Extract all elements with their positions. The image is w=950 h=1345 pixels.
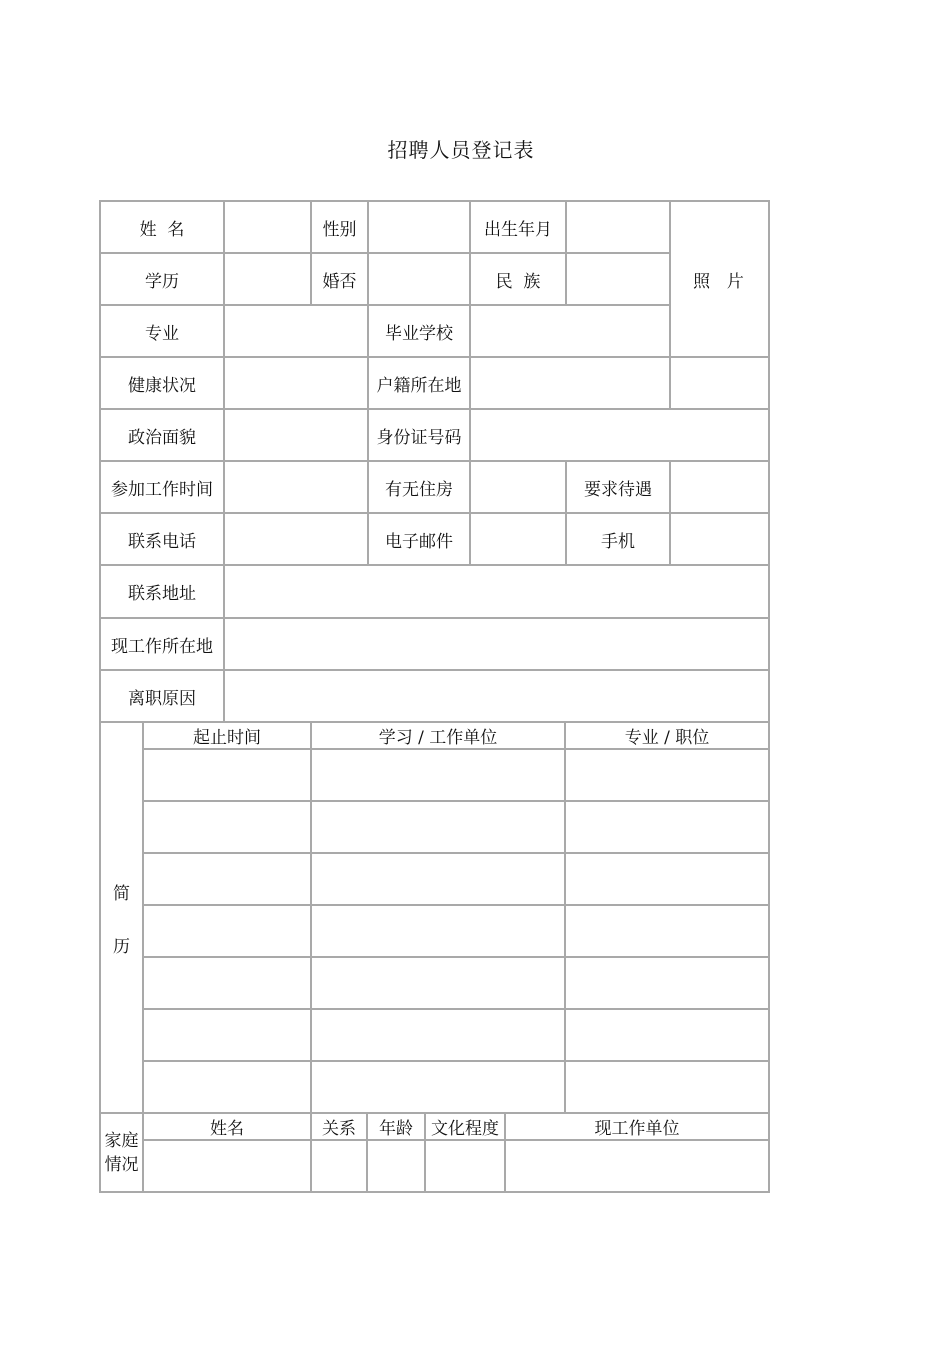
resume-header-period: 起止时间: [143, 722, 311, 749]
politics-label: 政治面貌: [100, 409, 224, 461]
resume-label-char-2: 历: [113, 936, 130, 957]
family-relation-field[interactable]: [311, 1140, 367, 1192]
mobile-field[interactable]: [670, 513, 769, 565]
married-field[interactable]: [368, 253, 470, 305]
work-start-label: 参加工作时间: [100, 461, 224, 513]
politics-field[interactable]: [224, 409, 368, 461]
school-label: 毕业学校: [368, 305, 470, 357]
major-field[interactable]: [224, 305, 368, 357]
resume-org-field[interactable]: [311, 749, 565, 801]
family-header-age: 年龄: [367, 1113, 425, 1140]
leave-reason-field[interactable]: [224, 670, 769, 722]
email-field[interactable]: [470, 513, 566, 565]
resume-row: [100, 1061, 769, 1113]
resume-header-org: 学习 / 工作单位: [311, 722, 565, 749]
resume-row: [100, 957, 769, 1009]
family-name-field[interactable]: [143, 1140, 311, 1192]
resume-label-char-1: 简: [113, 883, 130, 904]
resume-org-field[interactable]: [311, 853, 565, 905]
resume-row: [100, 749, 769, 801]
hukou-label: 户籍所在地: [368, 357, 470, 409]
family-age-field[interactable]: [367, 1140, 425, 1192]
resume-position-field[interactable]: [565, 905, 769, 957]
resume-period-field[interactable]: [143, 853, 311, 905]
family-label-line: 家庭: [104, 1130, 139, 1151]
resume-position-field[interactable]: [565, 801, 769, 853]
resume-org-field[interactable]: [311, 1009, 565, 1061]
work-location-label: 现工作所在地: [100, 618, 224, 670]
major-label: 专业: [100, 305, 224, 357]
resume-period-field[interactable]: [143, 749, 311, 801]
health-label: 健康状况: [100, 357, 224, 409]
housing-label: 有无住房: [368, 461, 470, 513]
name-label: 姓 名: [100, 201, 224, 253]
leave-reason-label: 离职原因: [100, 670, 224, 722]
resume-period-field[interactable]: [143, 957, 311, 1009]
resume-position-field[interactable]: [565, 1061, 769, 1113]
resume-position-field[interactable]: [565, 1009, 769, 1061]
birth-field[interactable]: [566, 201, 670, 253]
photo-box[interactable]: 照 片: [670, 201, 769, 357]
resume-period-field[interactable]: [143, 1061, 311, 1113]
form-title: 招聘人员登记表: [387, 138, 535, 162]
registration-form: [99, 200, 768, 1193]
family-label-line: 情况: [104, 1154, 139, 1175]
resume-org-field[interactable]: [311, 1061, 565, 1113]
family-row: [100, 1140, 769, 1192]
resume-period-field[interactable]: [143, 905, 311, 957]
basic-info-table: [99, 200, 770, 723]
resume-header-position: 专业 / 职位: [565, 722, 769, 749]
ethnicity-field[interactable]: [566, 253, 670, 305]
family-header-name: 姓名: [143, 1113, 311, 1140]
phone-field[interactable]: [224, 513, 368, 565]
family-education-field[interactable]: [425, 1140, 505, 1192]
resume-row: [100, 853, 769, 905]
family-header-education: 文化程度: [425, 1113, 505, 1140]
gender-field[interactable]: [368, 201, 470, 253]
resume-period-field[interactable]: [143, 1009, 311, 1061]
resume-position-field[interactable]: [565, 749, 769, 801]
family-header-relation: 关系: [311, 1113, 367, 1140]
address-field[interactable]: [224, 565, 769, 618]
resume-row: [100, 801, 769, 853]
resume-row: [100, 905, 769, 957]
address-label: 联系地址: [100, 565, 224, 618]
work-location-field[interactable]: [224, 618, 769, 670]
phone-label: 联系电话: [100, 513, 224, 565]
married-label: 婚否: [311, 253, 368, 305]
resume-label: [100, 722, 143, 1113]
resume-org-field[interactable]: [311, 801, 565, 853]
family-header-employer: 现工作单位: [505, 1113, 769, 1140]
mobile-label: 手机: [566, 513, 670, 565]
resume-org-field[interactable]: [311, 905, 565, 957]
resume-position-field[interactable]: [565, 957, 769, 1009]
resume-position-field[interactable]: [565, 853, 769, 905]
resume-row: [100, 1009, 769, 1061]
email-label: 电子邮件: [368, 513, 470, 565]
resume-table: [99, 721, 770, 1114]
education-label: 学历: [100, 253, 224, 305]
school-field[interactable]: [470, 305, 670, 357]
gender-label: 性别: [311, 201, 368, 253]
hukou-field[interactable]: [470, 357, 670, 409]
salary-label: 要求待遇: [566, 461, 670, 513]
education-field[interactable]: [224, 253, 311, 305]
family-employer-field[interactable]: [505, 1140, 769, 1192]
ethnicity-label: 民 族: [470, 253, 566, 305]
id-number-label: 身份证号码: [368, 409, 470, 461]
health-field[interactable]: [224, 357, 368, 409]
birth-label: 出生年月: [470, 201, 566, 253]
salary-field[interactable]: [670, 461, 769, 513]
name-field[interactable]: [224, 201, 311, 253]
id-number-field[interactable]: [470, 409, 769, 461]
hukou-extra-field[interactable]: [670, 357, 769, 409]
work-start-field[interactable]: [224, 461, 368, 513]
housing-field[interactable]: [470, 461, 566, 513]
resume-period-field[interactable]: [143, 801, 311, 853]
family-label: [100, 1113, 143, 1192]
resume-org-field[interactable]: [311, 957, 565, 1009]
family-table: [99, 1112, 770, 1193]
